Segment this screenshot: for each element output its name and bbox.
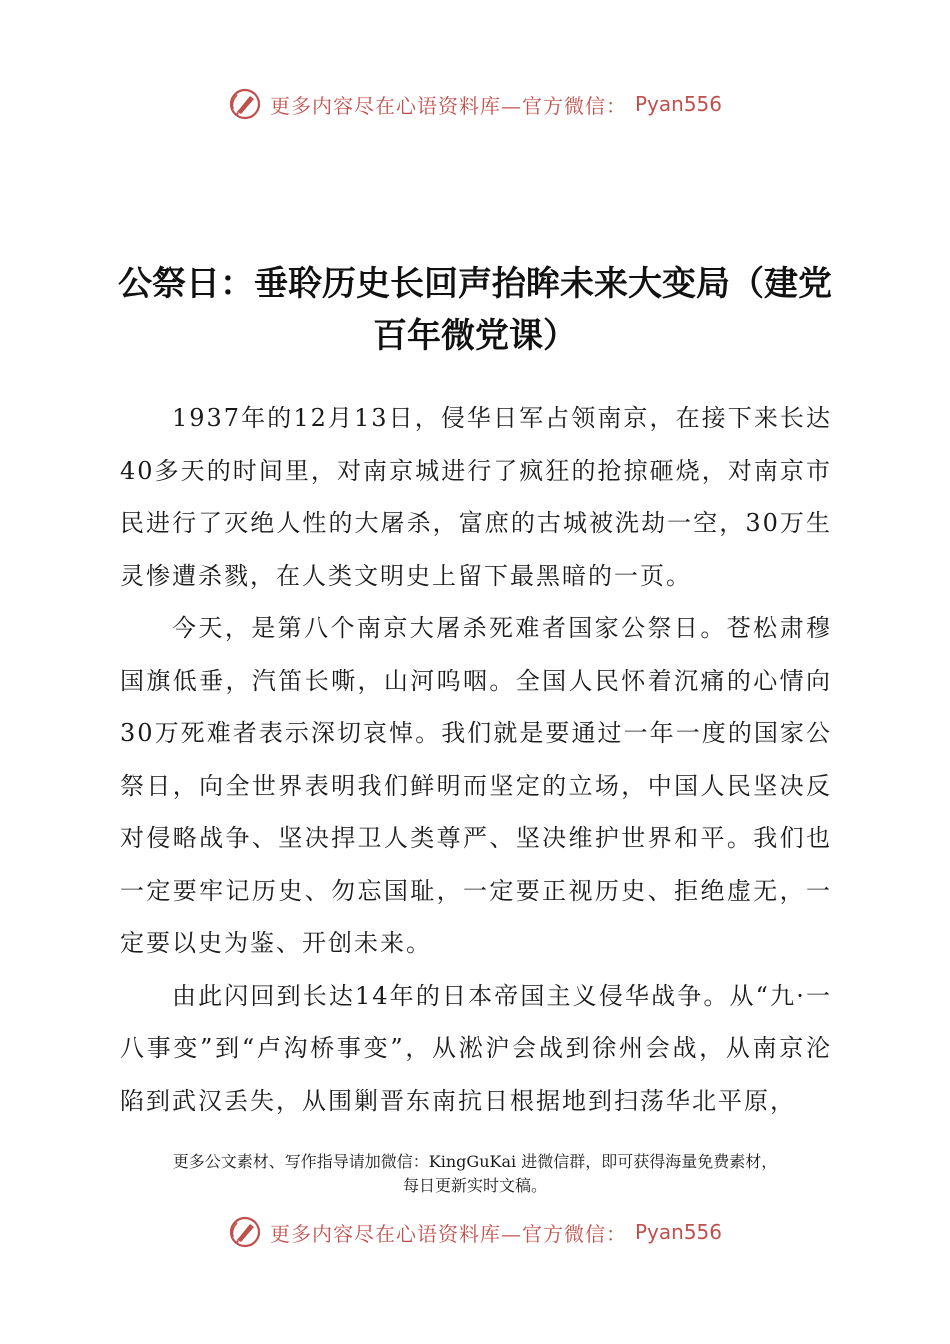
watermark-handle: Pyan556 xyxy=(634,92,722,116)
paragraph: 由此闪回到长达14年的日本帝国主义侵华战争。从“九·一八事变”到“卢沟桥事变”，从淞沪会战到徐州会战，从南京沦陷到武汉丢失，从围剿晋东南抗日根据地到扫荡华北平原， xyxy=(120,981,832,1115)
watermark-header xyxy=(0,84,950,124)
document-body xyxy=(120,392,832,1127)
watermark-text: 更多内容尽在心语资料库—官方微信： xyxy=(269,1221,627,1246)
footer-line-1: 更多公文素材、写作指导请加微信：KingGuKai 进微信群，即可获得海量免费素材， xyxy=(172,1152,778,1171)
paragraph: 今天，是第八个南京大屠杀死难者国家公祭日。苍松肃穆国旗低垂，汽笛长嘶，山河呜咽。全国人民怀着沉痛的心情向30万死难者表示深切哀悼。我们就是要通过一年一度的国家公祭日，向全世界表明我们鲜明而坚定的立场，中国人民坚决反对侵略战争、坚决捍卫人类尊严、坚决维护世界和平。我们也一定要牢记历史、勿忘国耻，一定要正视历史、拒绝虚无，一定要以史为鉴、开创未来。 xyxy=(120,614,832,957)
watermark-handle: Pyan556 xyxy=(634,1220,722,1244)
footer-note xyxy=(100,1150,850,1198)
document-title: 公祭日：垂聆历史长回声抬眸未来大变局（建党百年微党课） xyxy=(118,264,832,356)
footer-line-2: 每日更新实时文稿。 xyxy=(402,1176,547,1195)
pen-logo-icon xyxy=(228,1215,262,1249)
paragraph: 1937年的12月13日，侵华日军占领南京，在接下来长达40多天的时间里，对南京城进行了疯狂的抢掠砸烧，对南京市民进行了灭绝人性的大屠杀，富庶的古城被洗劫一空，30万生灵惨遭杀戮，在人类文明史上留下最黑暗的一页。 xyxy=(120,404,832,590)
watermark-footer xyxy=(0,1212,950,1252)
pen-logo-icon xyxy=(228,87,262,121)
watermark-text: 更多内容尽在心语资料库—官方微信： xyxy=(269,93,627,118)
